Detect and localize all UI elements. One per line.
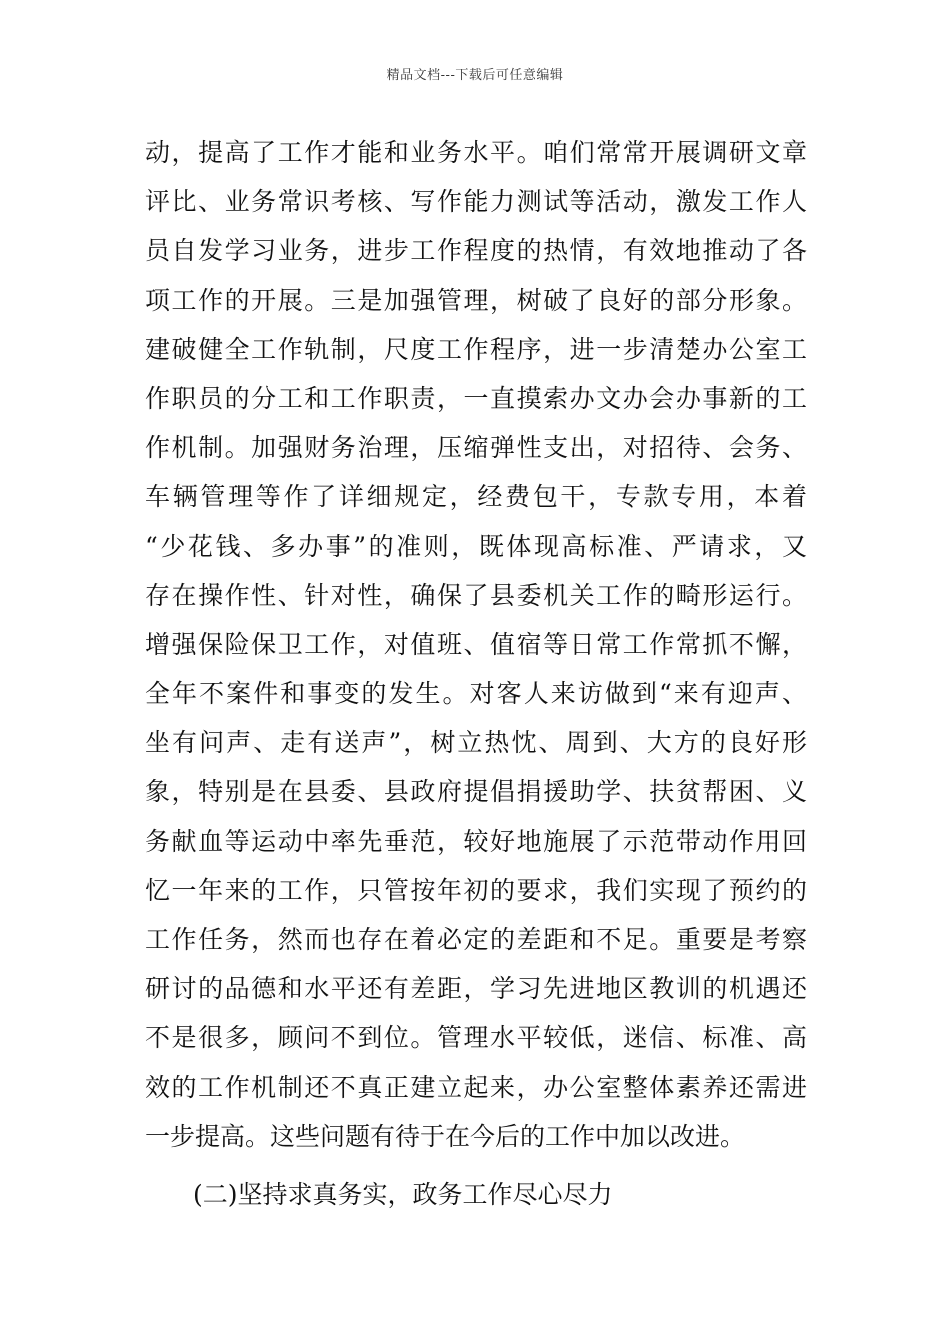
paragraph-line: 项工作的开展。三是加强管理，树破了良好的部分形象。 [145,285,807,315]
body-paragraph [145,128,807,1161]
paragraph-line: 全年不案件和事变的发生。对客人来访做到“来有迎声、 [145,679,807,709]
paragraph-line: 车辆管理等作了详细规定，经费包干，专款专用，本着 [145,482,807,512]
paragraph-line: 评比、业务常识考核、写作能力测试等活动，激发工作人 [145,187,807,217]
paragraph-line: 一步提高。这些问题有待于在今后的工作中加以改进。 [145,1121,746,1151]
paragraph-line: 工作任务，然而也存在着必定的差距和不足。重要是考察 [145,925,807,954]
paragraph-line: 效的工作机制还不真正建立起来，办公室整体素养还需进 [145,1072,807,1102]
paragraph-line: 坐有问声、走有送声”，树立热忱、周到、大方的良好形 [145,728,807,758]
paragraph-line: 忆一年来的工作，只管按年初的要求，我们实现了预约的 [145,875,807,905]
paragraph-line: 建破健全工作轨制，尺度工作程序，进一步清楚办公室工 [145,334,807,364]
paragraph-line: 务献血等运动中率先垂范，较好地施展了示范带动作用回 [145,826,807,856]
paragraph-line: 研讨的品德和水平还有差距，学习先进地区教训的机遇还 [145,974,807,1004]
paragraph-line: “少花钱、多办事”的准则，既体现高标准、严请求，又 [145,531,807,561]
paragraph-line: 不是很多，顾问不到位。管理水平较低，迷信、标准、高 [145,1023,807,1053]
paragraph-line: 增强保险保卫工作，对值班、值宿等日常工作常抓不懈， [145,629,807,659]
paragraph-line: 动，提高了工作才能和业务水平。咱们常常开展调研文章 [145,138,807,167]
paragraph-line: 作职员的分工和工作职责，一直摸索办文办会办事新的工 [145,383,807,413]
page-header: 精品文档---下载后可任意编辑 [386,68,564,83]
paragraph-line: 员自发学习业务，进步工作程度的热情，有效地推动了各 [145,236,807,266]
paragraph-line: 存在操作性、针对性，确保了县委机关工作的畸形运行。 [145,580,807,610]
paragraph-line: 象，特别是在县委、县政府提倡捐援助学、扶贫帮困、义 [145,777,807,807]
section-heading: (二)坚持求真务实，政务工作尽心尽力 [193,1180,613,1209]
paragraph-line: 作机制。加强财务治理，压缩弹性支出，对招待、会务、 [145,433,807,463]
